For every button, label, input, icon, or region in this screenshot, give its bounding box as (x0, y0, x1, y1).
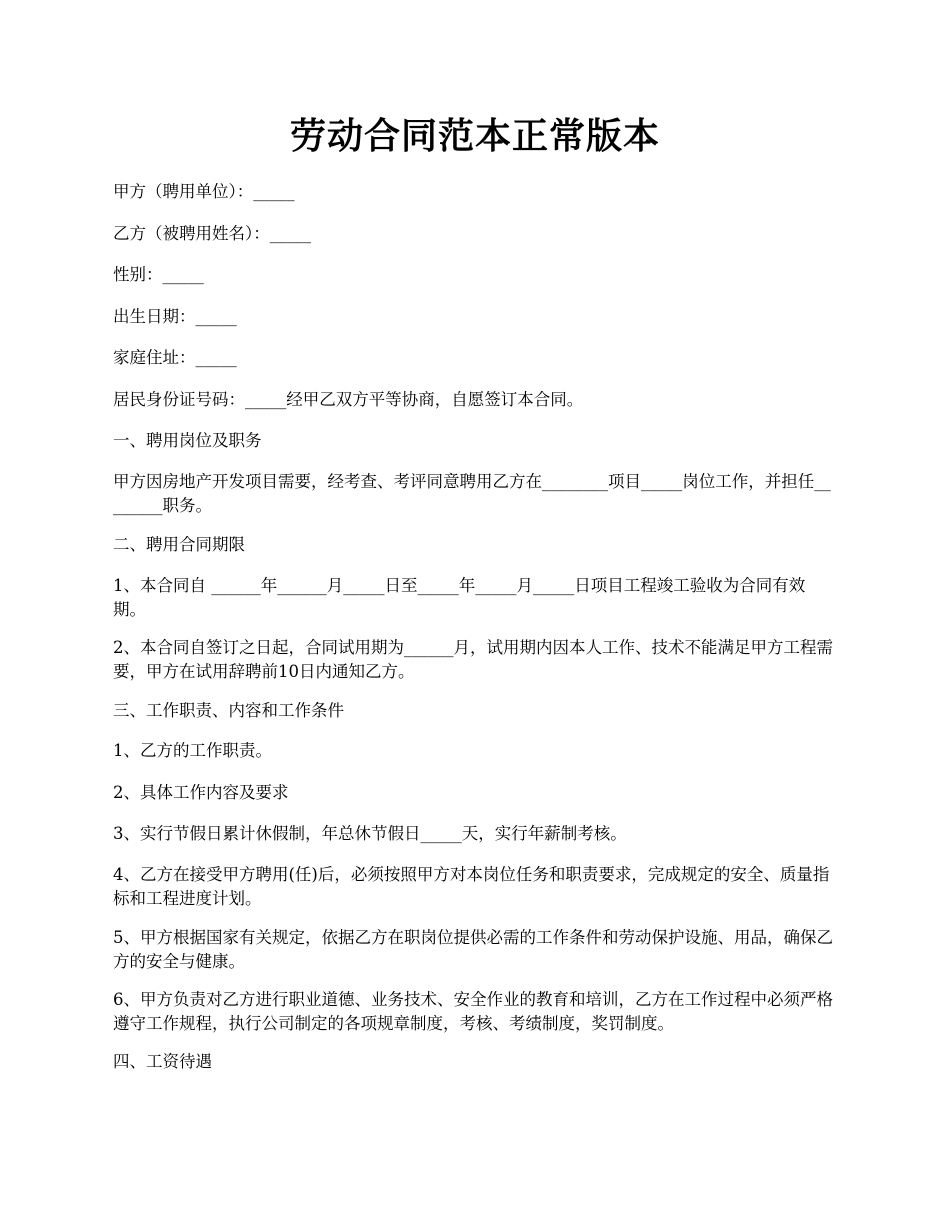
section-heading-3: 三、工作职责、内容和工作条件 (113, 701, 344, 720)
duty-item-1: 1、乙方的工作职责。 (113, 741, 272, 760)
document-title: 劳动合同范本正常版本 (289, 115, 660, 157)
paragraph-position: 甲方因房地产开发项目需要，经考查、考评同意聘用乙方在________项目_____岗位工作，并担任________职务。 (113, 472, 831, 515)
duty-item-2: 2、具体工作内容及要求 (113, 783, 289, 802)
paragraph-term-2: 2、本合同自签订之日起，合同试用期为______月，试用期内因本人工作、技术不能满足甲方工程需要，甲方在试用辞聘前10日内通知乙方。 (113, 638, 833, 681)
section-heading-4: 四、工资待遇 (113, 1052, 212, 1071)
gender-line: 性别：_____ (113, 265, 204, 284)
party-b-line: 乙方（被聘用姓名）：_____ (113, 224, 311, 243)
duty-item-4: 4、乙方在接受甲方聘用(任)后，必须按照甲方对本岗位任务和职责要求，完成规定的安全、质量指标和工程进度计划。 (113, 865, 830, 908)
home-address-line: 家庭住址：_____ (113, 348, 237, 367)
party-a-line: 甲方（聘用单位）：_____ (113, 182, 295, 201)
duty-item-3: 3、实行节假日累计休假制，年总休节假日_____天，实行年薪制考核。 (113, 824, 627, 843)
id-number-line: 居民身份证号码：_____经甲乙双方平等协商，自愿签订本合同。 (113, 390, 584, 409)
duty-item-6: 6、甲方负责对乙方进行职业道德、业务技术、安全作业的教育和培训，乙方在工作过程中必须严格遵守工作规程，执行公司制定的各项规章制度，考核、考绩制度，奖罚制度。 (113, 990, 833, 1033)
duty-item-5: 5、甲方根据国家有关规定，依据乙方在职岗位提供必需的工作条件和劳动保护设施、用品，确保乙方的安全与健康。 (113, 928, 833, 971)
paragraph-term-1: 1、本合同自 ______年______月_____日至_____年_____月_____日项目工程竣工验收为合同有效期。 (113, 576, 806, 619)
section-heading-1: 一、聘用岗位及职务 (113, 431, 262, 450)
section-heading-2: 二、聘用合同期限 (113, 535, 245, 554)
birth-date-line: 出生日期：_____ (113, 307, 237, 326)
